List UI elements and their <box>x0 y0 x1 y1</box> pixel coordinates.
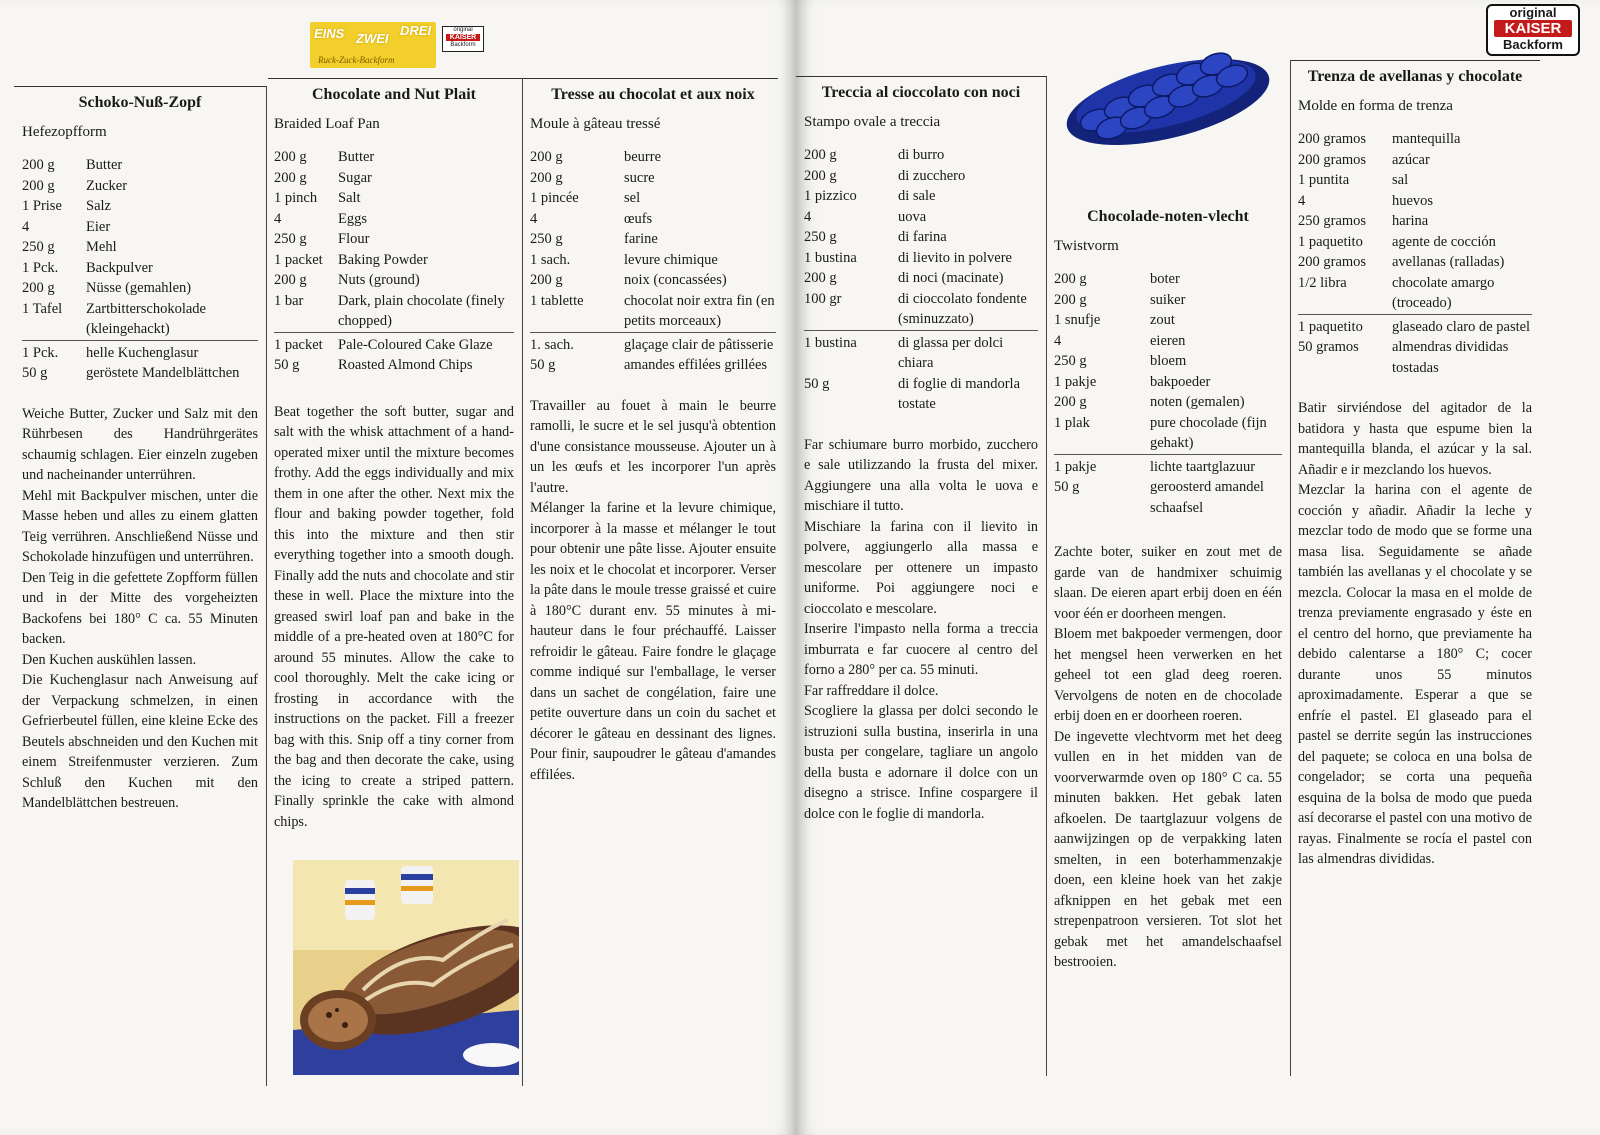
item: di lievito in polvere <box>898 249 1012 266</box>
qty: 1 Pck. <box>22 340 86 363</box>
qty: 200 g <box>804 167 837 184</box>
qty: 1 Tafel <box>22 300 63 317</box>
item: di sale <box>898 188 936 204</box>
qty: 250 g <box>274 231 307 247</box>
method-paragraph: Bloem met bakpoeder vermengen, door het mengsel heen verwerken en het geheel tot een glad deeg roeren. Vervolgens de noten en de chocolade erbij doen en er doorheen roeren. <box>1054 626 1282 724</box>
method-paragraph: Batir sirviéndose del agitador de la batidora y hasta que espume bien la mantequilla blanda, el azúcar y la sal. Añadir e ir mezclando los huevos. <box>1298 400 1532 478</box>
item: helle Kuchenglasur <box>86 340 258 363</box>
recipe-title: Trenza de avellanas y chocolate <box>1307 68 1523 85</box>
item: Salz <box>86 198 111 214</box>
qty: 1 paquetito <box>1298 233 1363 250</box>
kaiser-small-original: original <box>453 27 473 33</box>
kaiser-small-brand: KAISER <box>446 34 480 41</box>
qty: 4 <box>804 208 812 225</box>
method-paragraph: Far raffreddare il dolce. <box>804 682 939 699</box>
item: chocolate amargo (troceado) <box>1392 274 1495 311</box>
item: boter <box>1150 271 1180 287</box>
item: huevos <box>1392 192 1434 209</box>
qty: 200 g <box>530 149 563 165</box>
method-paragraph: Mischiare la farina con il lievito in polvere, aggiungerlo alla massa e mescolare per ottenere un impasto uniforme. Poi aggiungere noci e cioccolato e mescolare. <box>804 518 1038 617</box>
qty: 1 pinch <box>274 190 318 206</box>
item: Flour <box>338 231 370 247</box>
qty: 200 g <box>274 169 307 186</box>
qty: 1 paquetito <box>1298 314 1392 337</box>
qty: 50 g <box>1054 479 1080 495</box>
method-text <box>22 404 258 814</box>
ingredients-table <box>530 147 776 388</box>
ingredients-table <box>804 145 1038 427</box>
kaiser-small-logo <box>442 26 484 52</box>
qty: 200 g <box>274 149 307 165</box>
qty: 50 gramos <box>1298 339 1359 355</box>
method-text <box>530 396 776 786</box>
item: di glassa per dolci chiara <box>898 330 1038 374</box>
qty: 1 bar <box>274 292 304 309</box>
item: Zartbitterschokolade (kleingehackt) <box>86 300 206 337</box>
item: levure chimique <box>624 251 718 268</box>
qty: 100 gr <box>804 290 842 307</box>
kaiser-brand: KAISER <box>1494 20 1572 37</box>
qty: 1 pakje <box>1054 373 1097 390</box>
qty: 200 gramos <box>1298 254 1367 270</box>
item: glaçage clair de pâtisserie <box>624 332 776 355</box>
item: Backpulver <box>86 259 153 276</box>
item: di cioccolato fondente (sminuzzato) <box>898 290 1027 327</box>
item: avellanas (ralladas) <box>1392 254 1505 270</box>
kaiser-backform: Backform <box>1503 37 1563 52</box>
method-text <box>1054 542 1282 973</box>
recipe-title: Chocolade-noten-vlecht <box>1087 208 1249 225</box>
cake-photo <box>293 860 519 1075</box>
item: Nuts (ground) <box>338 272 420 288</box>
item: almendras divididas tostadas <box>1392 339 1509 376</box>
recipe-subtitle: Stampo ovale a treccia <box>804 114 941 130</box>
item: amandes effilées grillées <box>624 357 768 373</box>
qty: 1 sach. <box>530 251 571 268</box>
qty: 250 gramos <box>1298 213 1367 229</box>
kaiser-logo <box>1486 4 1580 56</box>
method-paragraph: Mélanger la farine et la levure chimique, incorporer à la masse et mélanger le tout pour obtenir une pâte lisse. Ajouter ensuite les noix et le chocolat et incorporer. Verser la pâte dans le moule tresse graissé et cuire à 180°C durant env. 55 minutes à mi-hauteur dans le four préchauffé. Laisser refroidir le gâteau. Faire fondre le glaçage comme indiqué sur l'emballage, le verser dans un sachet de congélation, faire une petite ouverture dans un coin du sachet et décorer le gâteau en dessinant des lignes. Pour finir, saupoudrer le gâteau d'amandes effilées. <box>530 500 776 783</box>
item: sel <box>624 190 641 206</box>
item: Roasted Almond Chips <box>338 357 473 373</box>
item: geröstete Mandelblättchen <box>86 365 240 381</box>
eins-zwei-drei-logo <box>310 22 436 68</box>
item: Pale-Coloured Cake Glaze <box>338 332 514 355</box>
ingredients-table <box>22 155 258 396</box>
item: glaseado claro de pastel <box>1392 314 1532 337</box>
qty: 50 g <box>274 357 300 373</box>
item: sucre <box>624 169 655 186</box>
method-paragraph: Die Kuchenglasur nach Anweisung auf der Verpackung schmelzen, in einen Gefrierbeutel füllen, eine kleine Ecke des Beutels abschneiden und den Kuchen mit einem Streifenmuster verzieren. Zum Schluß den Kuchen mit den Mandelblättchen bestreuen. <box>22 672 258 811</box>
item: agente de cocción <box>1392 233 1496 250</box>
kaiser-original: original <box>1509 5 1557 20</box>
item: beurre <box>624 149 662 165</box>
item: zout <box>1150 312 1175 328</box>
item: geroosterd amandel schaafsel <box>1150 479 1264 516</box>
qty: 1/2 libra <box>1298 274 1347 291</box>
recipe-subtitle: Molde en forma de trenza <box>1298 98 1453 114</box>
method-paragraph: Mezclar la harina con el agente de cocción y añadir. Añadir la leche y mezclar todo de modo que se forme una masa lisa. Seguidamente se añade también las avellanas y el chocolate y se mezcla. Colocar la masa en el molde de trenza previamente engrasado y éste en el centro del horno, que previamente ha debido calentarse a 180° C; cocer durante unos 55 minutos aproximadamente. Esperar a que se enfríe el pastel. El glaseado para el pastel se derrite según las instrucciones del paquete; se coloca en una bolsa de congelador; se corta una pequeña esquina de la bolsa de modo que pueda así decorarse el pastel con una motivo de rayas. Finalmente se rocía el pastel con las almendras divididas. <box>1298 482 1532 867</box>
method-paragraph: Beat together the soft butter, sugar and salt with the whisk attachment of a hand-operated mixer until the mixture becomes frothy. Add the eggs individually and mix them in one after the other. Next mix the flour and baking powder together, fold this into the mixture and then stir everything together into a smooth dough. Finally add the nuts and chocolate and stir these in well. Place the mixture into the greased swirl loaf pan and bake in the middle of a pre-heated oven at 180°C for around 55 minutes. Allow the cake to cool thoroughly. Melt the cake icing or frosting in accordance with the instructions on the packet. Fill a freezer bag with this. Snip off a tiny corner from the bag and then decorate the cake, using the icing to create a striped pattern. Finally sprinkle the cake with almond chips. <box>274 403 514 830</box>
item: sal <box>1392 172 1409 188</box>
qty: 1 puntita <box>1298 172 1350 188</box>
item: Eggs <box>338 210 367 227</box>
recipe-fr <box>522 78 784 1135</box>
qty: 1. sach. <box>530 332 624 355</box>
item: Eier <box>86 218 111 235</box>
item: Nüsse (gemahlen) <box>86 280 192 296</box>
recipe-title: Schoko-Nuß-Zopf <box>78 94 202 111</box>
item: Baking Powder <box>338 251 428 268</box>
qty: 50 g <box>530 357 556 373</box>
qty: 1 plak <box>1054 414 1090 431</box>
method-paragraph: Weiche Butter, Zucker und Salz mit den Rührbesen des Handrührgerätes schaumig schlagen. Eier einzeln zugeben und nacheinander unterrühren. <box>22 405 258 483</box>
item: œufs <box>624 210 653 227</box>
item: di farina <box>898 229 947 245</box>
qty: 250 g <box>1054 353 1087 369</box>
qty: 1 pakje <box>1054 454 1150 477</box>
item: Mehl <box>86 239 117 255</box>
method-text <box>1298 398 1532 870</box>
qty: 1 pizzico <box>804 188 857 204</box>
qty: 1 bustina <box>804 330 898 374</box>
qty: 4 <box>22 218 30 235</box>
qty: 4 <box>1298 192 1306 209</box>
method-paragraph: Zachte boter, suiker en zout met de garde van de handmixer schuimig slaan. De eieren apart erbij doen en één voor één er doorheen mengen. <box>1054 544 1282 622</box>
left-page <box>0 0 796 1135</box>
qty: 200 g <box>1054 291 1087 308</box>
item: chocolat noir extra fin (en petits morceaux) <box>624 292 775 329</box>
item: di burro <box>898 147 945 163</box>
qty: 4 <box>1054 332 1062 349</box>
item: pure chocolade (fijn gehakt) <box>1150 414 1267 451</box>
ingredients-table <box>274 147 514 388</box>
qty: 1 pincée <box>530 190 579 206</box>
braided-pan-image <box>1056 30 1274 160</box>
qty: 200 gramos <box>1298 151 1367 168</box>
qty: 50 g <box>22 365 48 381</box>
qty: 200 gramos <box>1298 131 1367 147</box>
recipe-es <box>1290 60 1540 1135</box>
method-paragraph: Den Kuchen auskühlen lassen. <box>22 651 197 668</box>
logo-zwei: ZWEI <box>356 31 389 46</box>
qty: 200 g <box>804 147 837 163</box>
item: azúcar <box>1392 151 1430 168</box>
item: noix (concassées) <box>624 272 727 288</box>
qty: 4 <box>530 210 538 227</box>
item: Butter <box>86 157 123 173</box>
item: Salt <box>338 190 361 206</box>
qty: 50 g <box>804 375 830 392</box>
qty: 250 g <box>804 229 837 245</box>
item: lichte taartglazuur <box>1150 454 1282 477</box>
qty: 1 tablette <box>530 292 584 309</box>
recipe-title: Tresse au chocolat et aux noix <box>551 86 755 103</box>
qty: 250 g <box>22 239 55 255</box>
recipe-it <box>796 76 1046 1135</box>
qty: 1 packet <box>274 251 323 268</box>
logo-eins: EINS <box>314 26 345 41</box>
item: Zucker <box>86 177 128 194</box>
item: Dark, plain chocolate (finely chopped) <box>338 292 505 329</box>
recipe-title: Chocolate and Nut Plait <box>312 86 476 103</box>
recipe-subtitle: Hefezopfform <box>22 124 107 140</box>
qty: 200 g <box>1054 394 1087 410</box>
qty: 200 g <box>530 169 563 186</box>
qty: 1 Pck. <box>22 259 59 276</box>
item: di noci (macinate) <box>898 270 1004 286</box>
method-text <box>804 435 1038 825</box>
item: di foglie di mandorla tostate <box>898 375 1021 412</box>
qty: 200 g <box>1054 271 1087 287</box>
qty: 1 snufje <box>1054 312 1101 328</box>
recipe-subtitle: Braided Loaf Pan <box>274 116 380 132</box>
method-paragraph: Far schiumare burro morbido, zucchero e sale utilizzando la frusta del mixer. Aggiungere una alla volta le uova e mischiare il tutto. <box>804 436 1038 514</box>
qty: 250 g <box>530 231 563 247</box>
item: farine <box>624 231 658 247</box>
qty: 1 packet <box>274 332 338 355</box>
item: bloem <box>1150 353 1187 369</box>
item: harina <box>1392 213 1429 229</box>
method-paragraph: Den Teig in die gefettete Zopfform füllen und in der Mitte des vorgeheizten Backofens bei 180° C ca. 55 Minuten backen. <box>22 569 258 647</box>
item: noten (gemalen) <box>1150 394 1245 410</box>
method-text <box>274 402 514 833</box>
qty: 200 g <box>22 280 55 296</box>
recipe-subtitle: Twistvorm <box>1054 238 1119 254</box>
method-paragraph: Mehl mit Backpulver mischen, unter die Masse heben und alles zu einem glatten Teig verrühren. Anschließend Nüsse und Schokolade hinzufügen und unterrühren. <box>22 487 258 565</box>
recipe-subtitle: Moule à gâteau tressé <box>530 116 661 132</box>
item: mantequilla <box>1392 131 1461 147</box>
item: Butter <box>338 149 375 165</box>
ingredients-table <box>1054 269 1282 530</box>
item: bakpoeder <box>1150 373 1211 390</box>
qty: 1 Prise <box>22 198 62 214</box>
qty: 200 g <box>804 270 837 286</box>
qty: 200 g <box>274 272 307 288</box>
kaiser-small-backform: Backform <box>450 42 476 48</box>
ingredients-table <box>1298 129 1532 390</box>
method-paragraph: De ingevette vlechtvorm met het deeg vullen en in het midden van de voorverwarmde oven op 180° C ca. 55 minuten bakken. Het gebak laten afkoelen. De taartglazuur volgens de aanwijzingen op de verpakking laten smelten, in een boterhammenzakje doen, een kleine hoek van het zakje afknippen en het gebak met een strepenpatroon versieren. Tot slot het gebak met het amandelschaafsel bestrooien. <box>1054 728 1282 970</box>
item: di zucchero <box>898 167 966 184</box>
right-page <box>796 0 1600 1135</box>
qty: 200 g <box>530 272 563 288</box>
qty: 4 <box>274 210 282 227</box>
item: suiker <box>1150 291 1186 308</box>
logo-drei: DREI <box>400 23 432 38</box>
method-paragraph: Inserire l'impasto nella forma a treccia imburrata e far cuocere al centro del forno a 280° per ca. 55 minuti. <box>804 621 1038 678</box>
logo-slogan: Ruck-Zuck-Backform <box>318 55 395 65</box>
method-paragraph: Scogliere la glassa per dolci secondo le istruzioni sulla bustina, inserirla in una busta per congelare, tagliare un angolo della busta e adornare il dolce con un disegno a strisce. Infine cospargere il dolce con le foglie di mandorla. <box>804 703 1038 822</box>
qty: 200 g <box>22 157 55 173</box>
item: uova <box>898 208 927 225</box>
braided-cake-image <box>293 860 519 1075</box>
qty: 1 bustina <box>804 249 857 266</box>
qty: 200 g <box>22 177 55 194</box>
item: eieren <box>1150 332 1186 349</box>
recipe-title: Treccia al cioccolato con noci <box>821 84 1021 101</box>
item: Sugar <box>338 169 372 186</box>
recipe-nl <box>1046 200 1290 1135</box>
recipe-de <box>14 86 266 1135</box>
method-paragraph: Travailler au fouet à main le beurre ramolli, le sucre et le sel jusqu'à obtention d'une consistance mousseuse. Ajouter un à un les œufs et les incorporer l'un après l'autre. <box>530 397 776 496</box>
